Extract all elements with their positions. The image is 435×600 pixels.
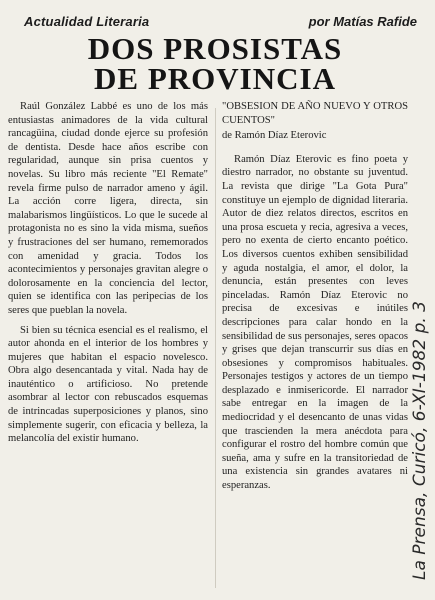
book-author: de Ramón Díaz Eterovic [222,130,327,142]
handwritten-source-note [403,40,433,600]
headline [60,31,370,96]
book-title: "OBSESION DE AÑO NUEVO Y OTROS CUENTOS" [222,101,408,126]
column-divider [215,108,216,588]
headline-line-2: DE PROVINCIA [94,61,336,96]
left-paragraph-2: Si bien su técnica esencial es el realismo, el autor ahonda en el interior de los hombres y mujeres que habitan el espacio novelesco. Obra algo desencantada y vital. Nada hay de inauténtico o artificioso. No pretende asombrar al lector con rebuscados esquemas de intrincadas superposiciones y planos, sino simplemente sugerir, con eficacia y belleza, la melancolía del existir humano. [8,324,208,445]
handwritten-note-text: La Prensa, Curicó, 6-XI-1982 p. 3 [410,301,430,580]
left-paragraph-1: Raúl González Labbé es uno de los más entusiastas animadores de la vida cultural rancagüina, ciudad donde ejerce su profesión de dentista. Desde hace años escribe con regularidad, aunque sin prisa cuentos y novelas. Su libro más reciente "El Remate" revela firme pulso de narrador ameno y ágil. La acción corre ligera, directa, sin malabarismos lingüísticos. Lo que le sucede al protagonista no es sino la vida misma, sueños y frustraciones del ser humano, rememorados con amenidad y gracia. Todos los acontecimientos y personajes gravitan alegre o dolorosamente en la conciencia del lector, quien se identifica con las peripecias de los seres que pueblan la novela. [8,101,208,316]
left-column [8,100,208,452]
right-paragraph-1: Ramón Díaz Eterovic es fino poeta y diestro narrador, no obstante su juventud. La revista que dirige "La Gota Pura" constituye un ejemplo de dignidad literaria. Autor de diez relatos directos, escritos en una prosa escueta y recia, agresiva a veces, pero no exenta de cierto encanto poético. Los diversos cuentos exhiben sensibilidad y aguda nostalgia, el amor, el dolor, la denuncia, están presentes con leves pinceladas. Ramón Díaz Eterovic no precisa de excesivas e inútiles descripciones para calar hondo en la sensibilidad de sus personajes, seres opacos y grises que dejan transcurrir sus días en obsesiones y compromisos habituales. Personajes testigos y actores de un tiempo desplazado e inmisericorde. El narrador sabe entregar en la imagen de la mediocridad y el desencanto de unas vidas que trascienden la mera anécdota para configurar el rostro del hombre común que sueña, ama y sufre en la transitoriedad de una existencia sin grandes avatares ni esperanzas. [222,153,408,492]
section-label: Actualidad Literaria [24,14,150,29]
headline-line-1: DOS PROSISTAS [87,31,343,66]
handwritten-note-svg [403,40,433,600]
byline: por Matías Rafide [308,14,417,29]
right-column [222,100,408,499]
